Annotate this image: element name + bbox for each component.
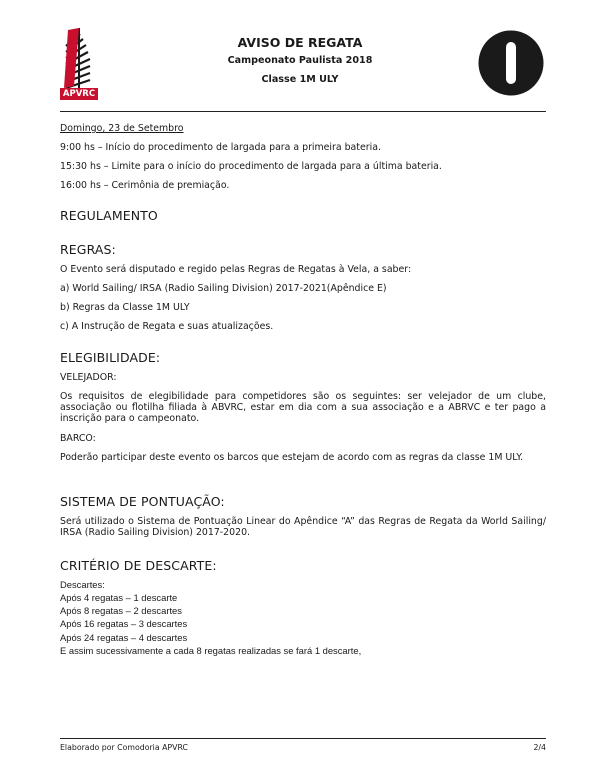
barco-label: BARCO: <box>60 433 96 444</box>
section-heading-descarte: CRITÉRIO DE DESCARTE: <box>60 558 217 573</box>
section-heading-regulamento: REGULAMENTO <box>60 208 158 223</box>
pontuacao-text: Será utilizado o Sistema de Pontuação Linear do Apêndice “A” das Regras de Regata da World Sailing/ IRSA (Radio Sailing Division) 2017-2020. <box>60 516 546 539</box>
section-heading-pontuacao: SISTEMA DE PONTUAÇÃO: <box>60 494 225 509</box>
header-rule <box>60 111 546 112</box>
descarte-item: Após 4 regatas – 1 descarte <box>60 592 178 603</box>
descarte-item: Após 24 regatas – 4 descartes <box>60 632 188 643</box>
schedule-item: 9:00 hs – Início do procedimento de largada para a primeira bateria. <box>60 142 381 153</box>
regras-item: b) Regras da Classe 1M ULY <box>60 302 190 313</box>
descarte-item: Após 8 regatas – 2 descartes <box>60 605 182 616</box>
regras-intro: O Evento será disputado e regido pelas Regras de Regatas à Vela, a saber: <box>60 264 412 275</box>
section-heading-elegibilidade: ELEGIBILIDADE: <box>60 350 161 365</box>
document-title: AVISO DE REGATA <box>237 35 363 50</box>
schedule-date: Domingo, 23 de Setembro <box>60 123 184 134</box>
descarte-item: E assim sucessivamente a cada 8 regatas realizadas se fará 1 descarte, <box>60 645 362 656</box>
championship-name: Campeonato Paulista 2018 <box>227 55 373 66</box>
velejador-label: VELEJADOR: <box>60 372 117 383</box>
class-flag-logo <box>478 30 544 96</box>
page-number: 2/4 <box>533 743 546 752</box>
footer-author: Elaborado por Comodoria APVRC <box>60 743 188 752</box>
velejador-text: Os requisitos de elegibilidade para competidores são os seguintes: ser velejador de um clube, associação ou flotilha filiada à ABVRC, estar em dia com a sua associação e a ABRVC e ter pago a inscrição para o campeonato. <box>60 391 546 425</box>
section-heading-regras: REGRAS: <box>60 242 116 257</box>
descarte-label: Descartes: <box>60 579 105 590</box>
regras-item: a) World Sailing/ IRSA (Radio Sailing Division) 2017-2021(Apêndice E) <box>60 283 387 294</box>
flag-i-icon <box>478 30 544 96</box>
regras-item: c) A Instrução de Regata e suas atualizações. <box>60 321 274 332</box>
footer-rule <box>60 738 546 739</box>
logo-text: APVRC <box>60 88 98 100</box>
barco-text: Poderão participar deste evento os barcos que estejam de acordo com as regras da classe 1M ULY. <box>60 452 524 463</box>
class-name: Classe 1M ULY <box>261 74 339 85</box>
schedule-item: 16:00 hs – Cerimônia de premiação. <box>60 180 230 191</box>
schedule-item: 15:30 hs – Limite para o início do procedimento de largada para a última bateria. <box>60 161 442 172</box>
descarte-item: Após 16 regatas – 3 descartes <box>60 618 188 629</box>
